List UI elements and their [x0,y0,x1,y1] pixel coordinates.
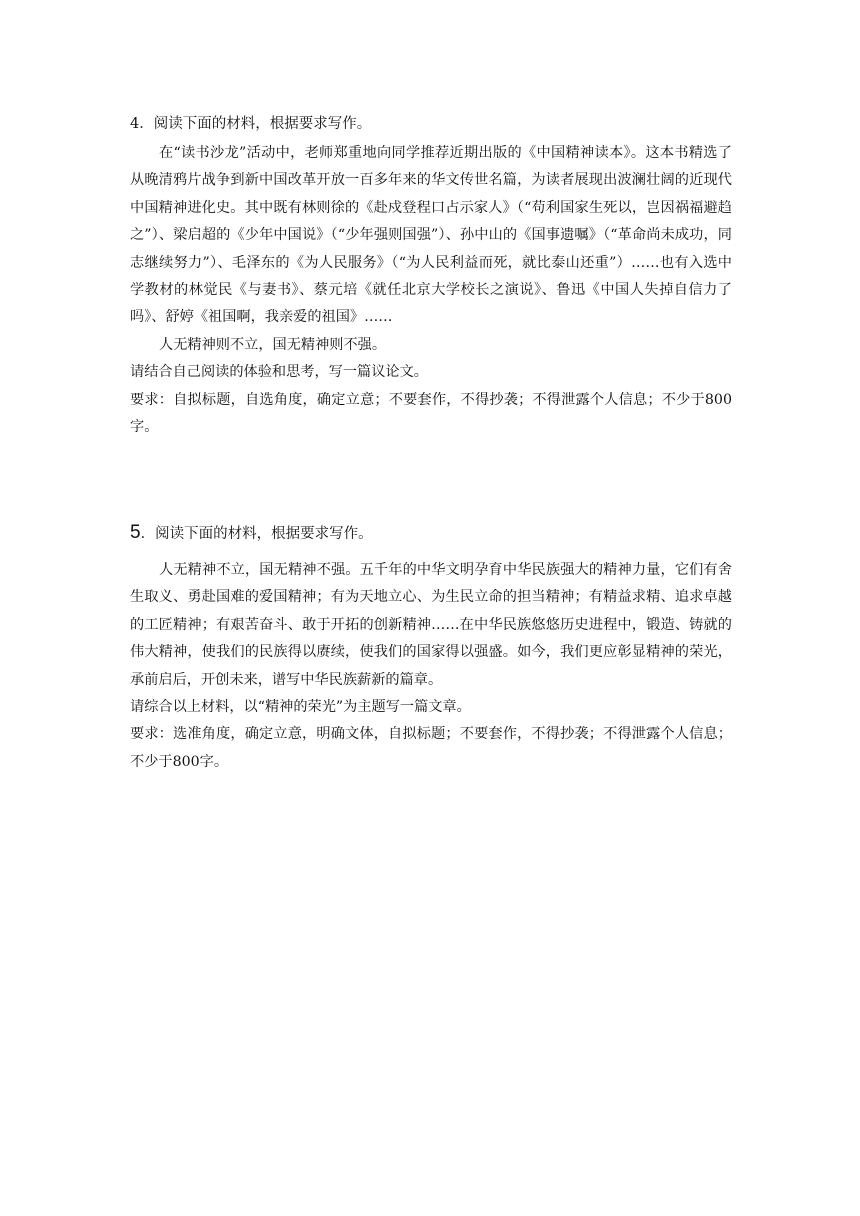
question-4-material: 在“读书沙龙”活动中，老师郑重地向同学推荐近期出版的《中国精神读本》。这本书精选了从晚清鸦片战争到新中国改革开放一百多年来的华文传世名篇，为读者展现出波澜壮阔的近现代中国精神进化史。其中既有林则徐的《赴戍登程口占示家人》（“苟利国家生死以，岂因祸福避趋之”）、梁启超的《少年中国说》（“少年强则国强”）、孙中山的《国事遗嘱》（“革命尚未成功，同志继续努力”）、毛泽东的《为人民服务》（“为人民利益而死，就比泰山还重”）……也有入选中学教材的林觉民《与妻书》、蔡元培《就任北京大学校长之演说》、鲁迅《中国人失掉自信力了吗》、舒婷《祖国啊，我亲爱的祖国》…… [130,145,732,326]
question-4-requirements: 要求：自拟标题，自选角度，确定立意；不要套作，不得抄袭；不得泄露个人信息；不少于800字。 [130,391,732,436]
question-5 [130,520,732,776]
question-5-heading [130,520,732,547]
question-4 [130,111,732,441]
question-5-number: 5 [130,522,141,543]
question-5-requirements: 要求：选准角度，确定立意，明确文体，自拟标题；不要套作，不得抄袭；不得泄露个人信息；不少于800字。 [130,726,732,770]
question-4-heading [130,111,732,137]
question-4-instruction: ．阅读下面的材料，根据要求写作。 [139,116,372,132]
question-4-number: 4 [130,116,140,132]
question-5-task: 请综合以上材料，以“精神的荣光”为主题写一篇文章。 [130,699,471,716]
question-5-instruction: ．阅读下面的材料，根据要求写作。 [140,526,373,542]
question-5-material: 人无精神不立，国无精神不强。五千年的中华文明孕育中华民族强大的精神力量，它们有舍生取义、勇赴国难的爱国精神；有为天地立心、为生民立命的担当精神；有精益求精、追求卓越的工匠精神；有艰苦奋斗、敢于开拓的创新精神……在中华民族悠悠历史进程中，锻造、铸就的伟大精神，使我们的民族得以赓续，使我们的国家得以强盛。如今，我们更应彰显精神的荣光，承前启后，开创未来，谱写中华民族薪新的篇章。 [130,562,732,688]
question-4-quote: 人无精神则不立，国无精神则不强。 [159,336,387,353]
question-4-task: 请结合自己阅读的体验和思考，写一篇议论文。 [130,364,428,381]
